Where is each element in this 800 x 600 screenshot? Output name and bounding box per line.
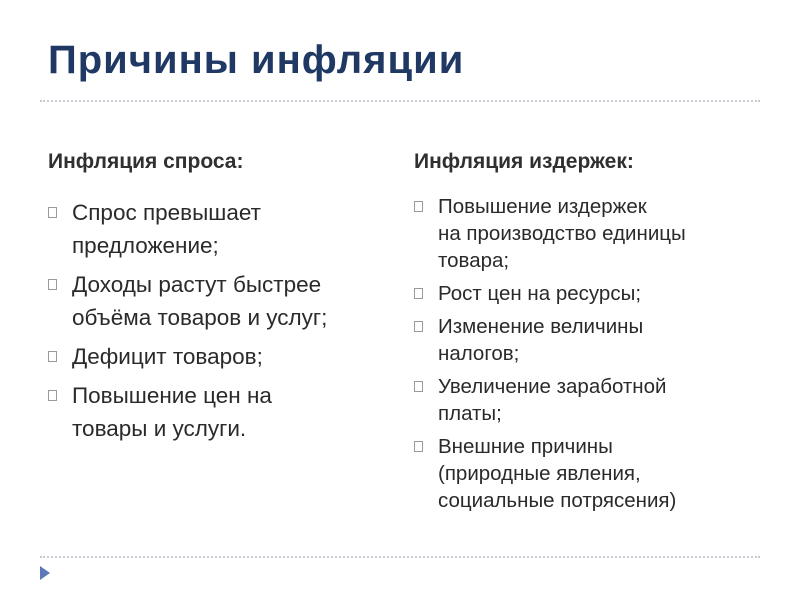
square-bullet-icon: [48, 351, 57, 362]
slide-title: Причины инфляции: [48, 38, 465, 82]
footer-divider: [40, 556, 760, 558]
square-bullet-icon: [414, 201, 423, 212]
list-item-text: Повышение издержек на производство единицы товара;: [438, 195, 686, 272]
square-bullet-icon: [48, 279, 57, 290]
square-bullet-icon: [48, 390, 57, 401]
list-item: [414, 193, 764, 274]
list-item-text: Дефицит товаров;: [72, 344, 263, 369]
list-item: [48, 268, 378, 334]
list-item: [414, 280, 764, 307]
demand-inflation-heading: Инфляция спроса:: [48, 150, 244, 173]
cost-inflation-list: [414, 193, 764, 514]
list-item-text: Изменение величины налогов;: [438, 315, 644, 365]
list-item: [414, 373, 764, 427]
square-bullet-icon: [414, 288, 423, 299]
list-item-text: Доходы растут быстрее объёма товаров и услуг;: [72, 272, 328, 330]
square-bullet-icon: [48, 207, 57, 218]
list-item-text: Повышение цен на товары и услуги.: [72, 383, 272, 441]
list-item: [414, 433, 764, 514]
square-bullet-icon: [414, 381, 423, 392]
list-item-text: Спрос превышает предложение;: [72, 200, 261, 258]
list-item: [48, 196, 378, 262]
cost-inflation-heading: Инфляция издержек:: [414, 150, 634, 173]
list-item-text: Внешние причины (природные явления, социальные потрясения): [438, 435, 677, 512]
list-item: [48, 379, 378, 445]
demand-inflation-list: [48, 196, 378, 445]
list-item: [414, 313, 764, 367]
square-bullet-icon: [414, 441, 423, 452]
list-item-text: Увеличение заработной платы;: [438, 375, 667, 425]
cost-inflation-column: [414, 148, 764, 520]
square-bullet-icon: [414, 321, 423, 332]
demand-inflation-column: [48, 148, 378, 451]
list-item: [48, 340, 378, 373]
title-divider: [40, 100, 760, 102]
list-item-text: Рост цен на ресурсы;: [438, 282, 642, 305]
triangle-right-icon[interactable]: [40, 566, 50, 580]
